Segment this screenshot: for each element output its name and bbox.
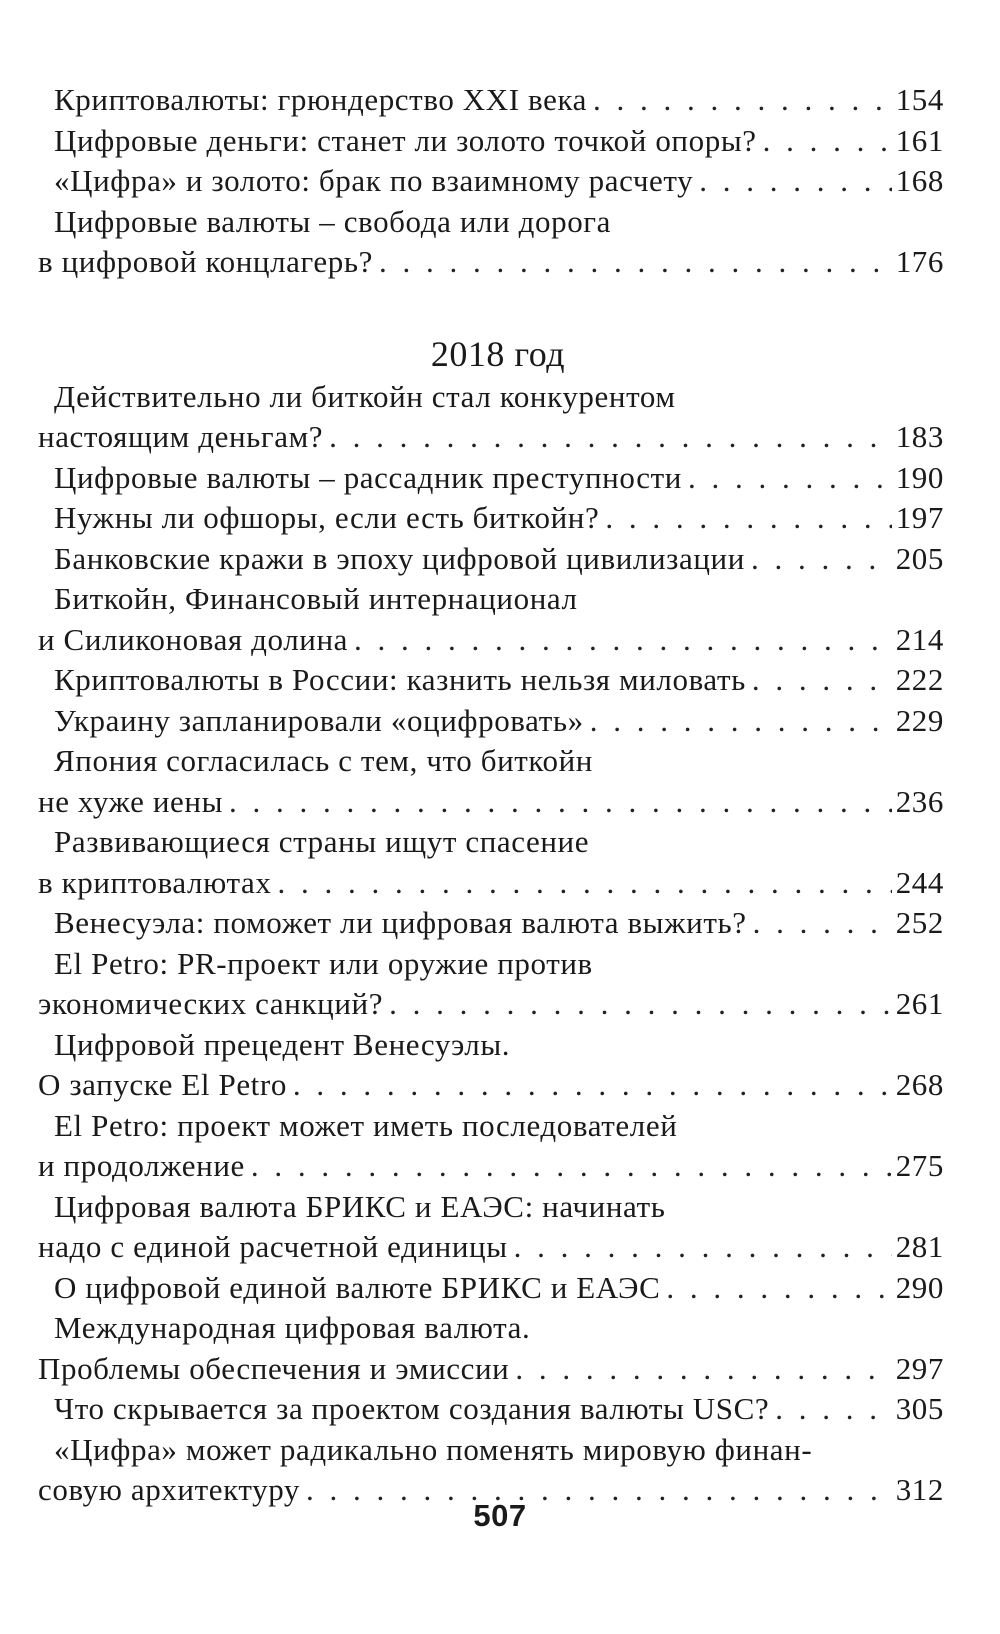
toc-entry bbox=[38, 579, 944, 660]
toc-entry-line bbox=[38, 579, 944, 620]
toc-entry-title: Цифровые валюты – свобода или дорога bbox=[54, 203, 611, 239]
toc-page-number: 297 bbox=[895, 1350, 944, 1386]
toc-leader-dots bbox=[751, 539, 892, 580]
toc-leader-dots bbox=[515, 1349, 891, 1390]
toc-leader-dots bbox=[379, 242, 892, 283]
toc-entry-line bbox=[38, 903, 944, 944]
toc-entry-line bbox=[38, 539, 944, 580]
toc-entry-line bbox=[38, 1146, 944, 1187]
toc-leader-dots bbox=[763, 121, 892, 162]
toc-entry-title: Банковские кражи в эпоху цифровой цивилизации bbox=[54, 540, 745, 576]
toc-leader-dots bbox=[590, 701, 892, 742]
toc-entry-title: Нужны ли офшоры, если есть биткойн? bbox=[54, 500, 600, 535]
toc-page-number: 261 bbox=[895, 986, 944, 1021]
toc-leader-dots bbox=[666, 1268, 891, 1309]
toc-entry-title: и продолжение bbox=[38, 1148, 245, 1183]
toc-entry bbox=[38, 161, 944, 202]
toc-entry-title: Цифровые деньги: станет ли золото точкой опоры? bbox=[54, 122, 757, 158]
toc-entry bbox=[38, 458, 944, 499]
toc-entry bbox=[38, 539, 944, 580]
toc-entry-line bbox=[38, 1187, 944, 1228]
toc-entry bbox=[38, 1025, 944, 1106]
toc-entry-title: El Petro: PR-проект или оружие против bbox=[54, 945, 593, 981]
toc-entry-line bbox=[38, 80, 944, 121]
toc-section-2018 bbox=[38, 377, 944, 1511]
toc-page-number: 275 bbox=[895, 1148, 944, 1183]
toc-page-number: 229 bbox=[895, 702, 944, 738]
toc-entry-title: Япония согласилась с тем, что биткойн bbox=[54, 743, 593, 778]
toc-leader-dots bbox=[277, 863, 891, 904]
toc-entry-title: совую архитектуру bbox=[38, 1472, 300, 1507]
toc-leader-dots bbox=[329, 417, 892, 458]
toc-entry-title: в цифровой концлагерь? bbox=[38, 244, 373, 279]
toc-entry-line bbox=[38, 822, 944, 863]
toc-entry-title: и Силиконовая долина bbox=[38, 621, 349, 657]
toc-entry-line bbox=[38, 782, 944, 823]
toc-leader-dots bbox=[753, 903, 892, 944]
toc-entry-line bbox=[38, 202, 944, 243]
toc-entry bbox=[38, 498, 944, 539]
toc-entry-line bbox=[38, 498, 944, 539]
toc-entry-line bbox=[38, 1349, 944, 1390]
toc-leader-dots bbox=[593, 80, 892, 121]
toc-leader-dots bbox=[514, 1227, 892, 1268]
toc-entry-title: в криптовалютах bbox=[38, 864, 272, 900]
toc-entry-line bbox=[38, 242, 944, 283]
toc-entry-title: Действительно ли биткойн стал конкурентом bbox=[54, 378, 676, 414]
toc-entry bbox=[38, 1106, 944, 1187]
toc-page-number: 236 bbox=[895, 783, 944, 819]
toc-page-number: 305 bbox=[895, 1391, 944, 1426]
toc-entry-title: El Petro: проект может иметь последователей bbox=[54, 1107, 678, 1143]
toc-entry-line bbox=[38, 620, 944, 661]
toc-entry bbox=[38, 660, 944, 701]
toc-entry-title: Развивающиеся страны ищут спасение bbox=[54, 824, 590, 859]
toc-leader-dots bbox=[229, 782, 892, 823]
toc-entry bbox=[38, 1187, 944, 1268]
toc-entry-line bbox=[38, 1106, 944, 1147]
toc-entry-title: «Цифра» может радикально поменять мировую финан- bbox=[54, 1431, 813, 1467]
toc-entry-line bbox=[38, 1389, 944, 1430]
toc-entry-title: «Цифра» и золото: брак по взаимному расчету bbox=[54, 163, 694, 198]
toc-entry-title: Украину запланировали «оцифровать» bbox=[54, 702, 584, 738]
toc-page-number: 183 bbox=[895, 419, 944, 454]
toc-page-number: 176 bbox=[895, 244, 944, 279]
toc-entry-line bbox=[38, 1308, 944, 1349]
toc-page-number: 281 bbox=[895, 1229, 944, 1264]
toc-page-number: 154 bbox=[895, 82, 944, 117]
year-heading: 2018 год bbox=[430, 333, 566, 374]
toc-entry-line bbox=[38, 1065, 944, 1106]
toc-page-number: 190 bbox=[895, 459, 944, 495]
toc-entry-title: настоящим деньгам? bbox=[38, 419, 324, 454]
toc-entry-line bbox=[38, 1227, 944, 1268]
toc-entry-line bbox=[38, 944, 944, 985]
toc-entry bbox=[38, 903, 944, 944]
toc-entry-title: не хуже иены bbox=[38, 783, 223, 819]
toc-page-number: 214 bbox=[895, 621, 944, 657]
toc-entry-title: Международная цифровая валюта. bbox=[54, 1310, 531, 1345]
page-number: 507 bbox=[473, 1498, 527, 1533]
toc-leader-dots bbox=[389, 984, 892, 1025]
toc-entry-title: О цифровой единой валюте БРИКС и ЕАЭС bbox=[54, 1269, 661, 1305]
toc-entry bbox=[38, 121, 944, 162]
toc-entry-line bbox=[38, 458, 944, 499]
toc-entry bbox=[38, 741, 944, 822]
toc-entry-line bbox=[38, 161, 944, 202]
toc-entry bbox=[38, 80, 944, 121]
toc-page-number: 290 bbox=[895, 1269, 944, 1305]
toc-entry bbox=[38, 1389, 944, 1430]
toc-entry-title: Что скрывается за проектом создания валюты USC? bbox=[54, 1391, 770, 1426]
toc-entry-line bbox=[38, 701, 944, 742]
toc-entry-title: Криптовалюты в России: казнить нельзя миловать bbox=[54, 662, 746, 697]
toc-entry-line bbox=[38, 1025, 944, 1066]
toc-leader-dots bbox=[354, 620, 892, 661]
toc-entry bbox=[38, 822, 944, 903]
toc-entry bbox=[38, 202, 944, 283]
toc-leader-dots bbox=[699, 161, 891, 202]
toc-entry-title: Цифровой прецедент Венесуэлы. bbox=[54, 1026, 511, 1062]
toc-page-number: 244 bbox=[895, 864, 944, 900]
toc-entry-title: Венесуэла: поможет ли цифровая валюта выжить? bbox=[54, 905, 747, 940]
toc-leader-dots bbox=[775, 1389, 891, 1430]
toc-entry bbox=[38, 1308, 944, 1389]
toc-page-number: 168 bbox=[895, 163, 944, 198]
table-of-contents-page bbox=[38, 80, 944, 1511]
toc-entry bbox=[38, 944, 944, 1025]
toc-page-number: 312 bbox=[895, 1472, 944, 1507]
toc-leader-dots bbox=[293, 1065, 892, 1106]
toc-leader-dots bbox=[251, 1146, 892, 1187]
toc-entry-line bbox=[38, 1268, 944, 1309]
toc-entry-title: надо с единой расчетной единицы bbox=[38, 1229, 508, 1264]
toc-entry-title: О запуске El Petro bbox=[38, 1067, 287, 1102]
toc-entry-line bbox=[38, 377, 944, 418]
toc-page-number: 161 bbox=[895, 122, 944, 158]
toc-entry-title: Цифровая валюта БРИКС и ЕАЭС: начинать bbox=[54, 1188, 666, 1224]
toc-entry-title: Криптовалюты: грюндерство XXI века bbox=[54, 82, 588, 117]
toc-page-number: 252 bbox=[895, 905, 944, 940]
toc-entry bbox=[38, 701, 944, 742]
toc-leader-dots bbox=[752, 660, 892, 701]
toc-entry-line bbox=[38, 121, 944, 162]
toc-entry-title: Проблемы обеспечения и эмиссии bbox=[38, 1350, 510, 1386]
toc-entry-title: Биткойн, Финансовый интернационал bbox=[54, 581, 578, 616]
toc-entry-line bbox=[38, 417, 944, 458]
toc-entry-line bbox=[38, 660, 944, 701]
toc-leader-dots bbox=[605, 498, 891, 539]
toc-entry-line bbox=[38, 741, 944, 782]
toc-page-number: 197 bbox=[895, 500, 944, 535]
toc-entry-line bbox=[38, 984, 944, 1025]
toc-page-number: 268 bbox=[895, 1067, 944, 1102]
toc-entry-line bbox=[38, 863, 944, 904]
toc-entry-title: экономических санкций? bbox=[38, 986, 384, 1021]
toc-entry-title: Цифровые валюты – рассадник преступности bbox=[54, 459, 682, 495]
toc-section-previous-year bbox=[38, 80, 944, 283]
toc-page-number: 205 bbox=[895, 540, 944, 576]
toc-entry-line bbox=[38, 1430, 944, 1471]
toc-leader-dots bbox=[688, 458, 892, 499]
toc-entry bbox=[38, 377, 944, 458]
toc-entry bbox=[38, 1268, 944, 1309]
toc-page-number: 222 bbox=[895, 662, 944, 697]
